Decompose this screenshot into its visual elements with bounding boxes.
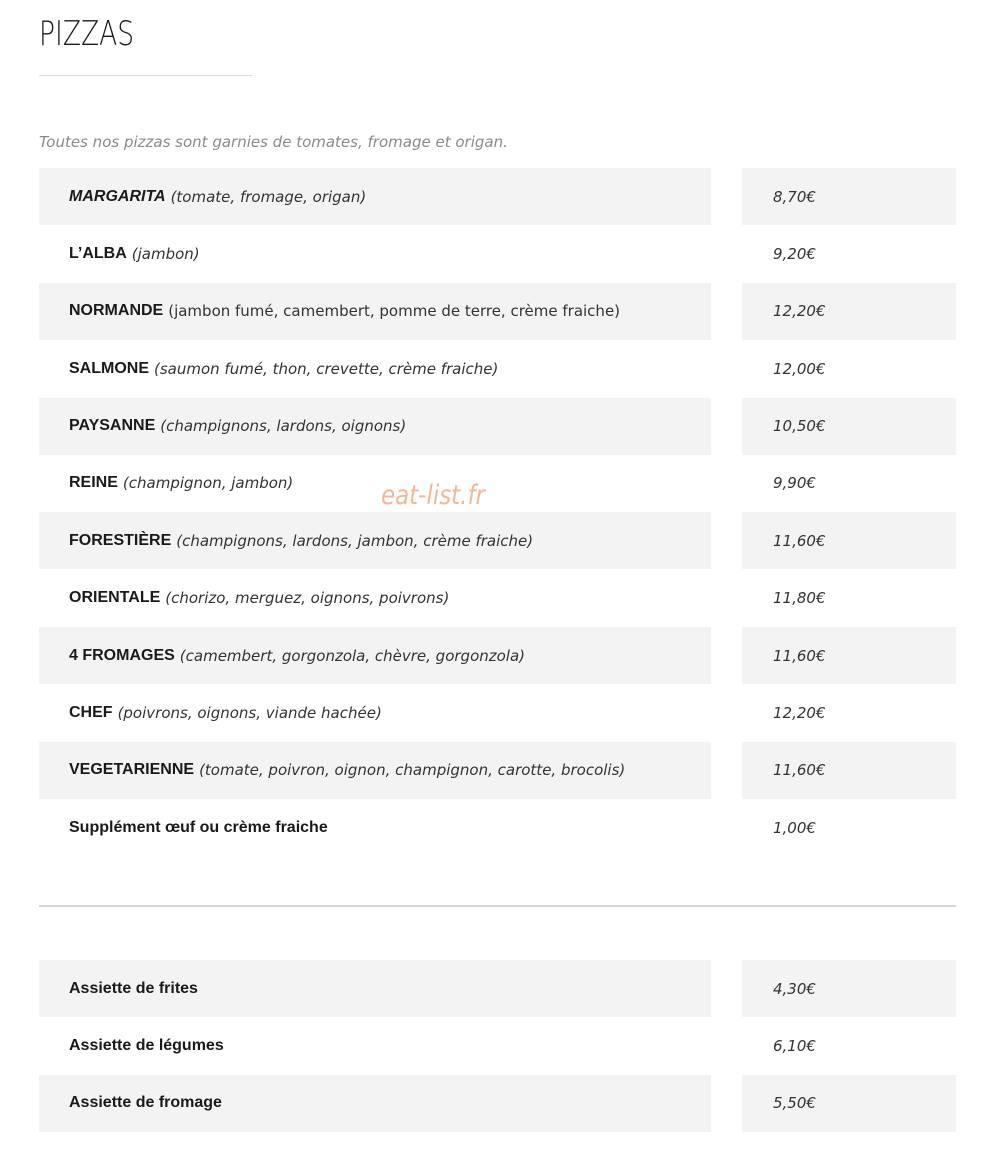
item-description: (camembert, gorgonzola, chèvre, gorgonzola)	[179, 646, 526, 665]
item-name: ORIENTALE	[69, 589, 161, 607]
item-name: Assiette de frites	[69, 979, 198, 997]
item-price: 11,60€	[742, 742, 956, 799]
item-price: 11,60€	[742, 627, 956, 684]
item-price: 12,20€	[742, 283, 956, 340]
item-cell	[39, 168, 711, 225]
menu-row-normande	[39, 283, 956, 340]
item-price: 11,80€	[773, 589, 826, 608]
item-cell	[39, 225, 711, 282]
item-name: Assiette de légumes	[69, 1036, 224, 1054]
menu-row-salmone	[39, 340, 956, 397]
menu-row-orientale	[39, 570, 956, 627]
item-cell	[39, 283, 711, 340]
item-name: NORMANDE	[69, 302, 164, 320]
item-name: L’ALBA	[69, 244, 127, 262]
menu-row-paysanne	[39, 398, 956, 455]
item-name: SALMONE	[69, 359, 149, 377]
menu-row-supplement	[39, 799, 956, 856]
menu-row-reine	[39, 455, 956, 512]
menu-row-legumes	[39, 1017, 956, 1074]
item-price: 10,50€	[742, 398, 956, 455]
item-cell	[39, 398, 711, 455]
menu-row-forestiere	[39, 512, 956, 569]
item-name: MARGARITA	[69, 187, 166, 205]
item-name: REINE	[69, 474, 118, 492]
item-price: 8,70€	[742, 168, 956, 225]
sides-menu-table	[39, 960, 956, 1132]
item-name: VEGETARIENNE	[69, 761, 195, 779]
item-price: 6,10€	[773, 1036, 816, 1055]
item-name: Assiette de fromage	[69, 1094, 222, 1112]
item-name: 4 FROMAGES	[69, 646, 175, 664]
title-divider	[39, 75, 252, 76]
menu-row-alba	[39, 225, 956, 282]
item-price: 12,20€	[773, 704, 826, 723]
item-cell	[39, 1017, 711, 1074]
menu-row-4-fromages	[39, 627, 956, 684]
menu-row-frites	[39, 960, 956, 1017]
item-cell	[39, 1075, 711, 1132]
item-cell	[39, 455, 711, 512]
item-name: CHEF	[69, 704, 113, 722]
menu-row-margarita	[39, 168, 956, 225]
item-cell	[39, 512, 711, 569]
item-name: PAYSANNE	[69, 417, 156, 435]
item-cell	[39, 340, 711, 397]
item-description: (tomate, poivron, oignon, champignon, carotte, brocolis)	[199, 761, 626, 780]
item-cell	[39, 960, 711, 1017]
item-cell	[39, 685, 711, 742]
item-description: (champignon, jambon)	[122, 474, 294, 493]
item-description: (jambon)	[131, 244, 200, 263]
page-title: PIZZAS	[39, 14, 135, 54]
item-cell	[39, 799, 711, 856]
item-name: Supplément œuf ou crème fraiche	[69, 818, 328, 836]
item-description: (tomate, fromage, origan)	[170, 187, 367, 206]
intro-text: Toutes nos pizzas sont garnies de tomates, fromage et origan.	[39, 133, 508, 151]
item-price: 4,30€	[742, 960, 956, 1017]
item-cell	[39, 742, 711, 799]
item-cell	[39, 570, 711, 627]
item-name: FORESTIÈRE	[69, 531, 172, 549]
item-price: 9,20€	[773, 244, 816, 263]
item-description: (chorizo, merguez, oignons, poivrons)	[165, 589, 450, 608]
section-divider	[39, 905, 956, 907]
item-description: (saumon fumé, thon, crevette, crème fraiche)	[154, 359, 499, 378]
item-description: (jambon fumé, camembert, pomme de terre, crème fraiche)	[168, 302, 621, 321]
item-description: (champignons, lardons, oignons)	[160, 417, 407, 436]
menu-row-vegetarienne	[39, 742, 956, 799]
item-description: (champignons, lardons, jambon, crème fraiche)	[176, 531, 534, 550]
item-price: 5,50€	[742, 1075, 956, 1132]
pizza-menu-table	[39, 168, 956, 857]
item-price: 9,90€	[773, 474, 816, 493]
menu-row-fromage	[39, 1075, 956, 1132]
menu-row-chef	[39, 685, 956, 742]
item-cell	[39, 627, 711, 684]
item-price: 11,60€	[742, 512, 956, 569]
watermark-text: eat-list.fr	[381, 480, 485, 511]
item-description: (poivrons, oignons, viande hachée)	[117, 704, 382, 723]
item-price: 1,00€	[773, 818, 816, 837]
item-price: 12,00€	[773, 359, 826, 378]
